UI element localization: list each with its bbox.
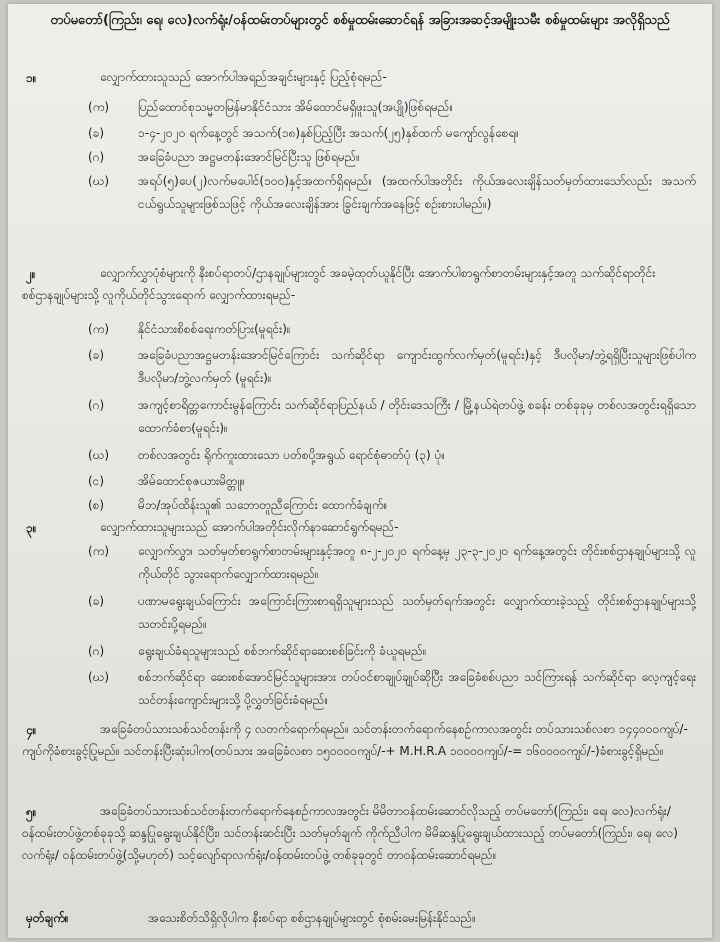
- item-text: စစ်ဘက်ဆိုင်ရာ ဆေးစစ်အောင်မြင်သူများအား တပ်ဝင်စာချုပ်ချုပ်ဆိုပြီး အခြေခံစစ်ပညာ သင်ကြားရန် သက်ဆိုင်ရာ လေ့ကျင့်ရေးသင်တန်းကျောင်းများသို့ ပို့လွှတ်ခြင်းခံရမည်။: [138, 670, 696, 707]
- item-text: နိုင်ငံသားစိစစ်ရေးကတ်ပြား(မူရင်း)။: [138, 322, 291, 336]
- document-title: တပ်မတော်(ကြည်း၊ ရေ၊ လေ)လက်ရုံး/ဝန်ထမ်းတပ်များတွင် စစ်မှုထမ်းဆောင်ရန် အခြားအဆင့်အမျိုးသမီး စစ်မှုထမ်းများ အလိုရှိသည်: [50, 13, 670, 28]
- item-label: (က): [88, 544, 110, 558]
- notice-document: [8, 4, 712, 938]
- note-text: အသေးစိတ်သိရှိလိုပါက နီးစပ်ရာ စစ်ဌာနချုပ်များတွင် စုံစမ်းမေးမြန်းနိုင်သည်။: [148, 911, 476, 925]
- item-text: ပြည်ထောင်စုသမ္မတမြန်မာနိုင်ငံသား အိမ်ထောင်မရှိဖူးသူ(အပျို)ဖြစ်ရမည်။: [138, 100, 454, 114]
- item-text: အကျင့်စာရိတ္တကောင်းမွန်ကြောင်း သက်ဆိုင်ရာပြည်နယ် / တိုင်းဒေသကြီး / မြို့နယ်ရဲတပ်ဖွဲ့ စခန်း တစ်ခုခုမှ တစ်လအတွင်းရရှိသော ထောက်ခံစာ(မူရင်း)။: [138, 398, 696, 435]
- item-label: (ဂ): [88, 398, 105, 412]
- item-text: အခြေခံပညာ အဋ္ဌမတန်းအောင်မြင်ပြီးသူ ဖြစ်ရမည်။: [138, 150, 360, 164]
- item-text: တစ်လအတွင်း ရိုက်ကူးထားသော ပတ်စပို့အရွယ် ရောင်စုံဓာတ်ပုံ (၃) ပုံ။: [138, 448, 445, 462]
- item-label: (ဃ): [88, 448, 110, 462]
- item-text: လျှောက်လွှာ၊ သတ်မှတ်စာရွက်စာတမ်းများနှင့်အတူ ၈-၂-၂၀၂၀ ရက်နေ့မှ ၂၃-၃-၂၀၂၀ ရက်နေ့အတွင်း တိုင်းစစ်ဌာနချုပ်များသို့ လူကိုယ်တိုင် သွားရောက်လျှောက်ထားရမည်။: [138, 544, 696, 581]
- item-label: (စ): [88, 498, 105, 512]
- item-label: (ဃ): [88, 670, 110, 684]
- section-number: ၁။: [26, 71, 37, 85]
- section-number: ၅။: [26, 805, 37, 819]
- item-label: (ဃ): [88, 174, 110, 188]
- item-text: ၁-၄-၂၀၂၀ ရက်နေ့တွင် အသက်(၁၈)နှစ်ပြည့်ပြီး အသက်(၂၅)နှစ်ထက် မကျော်လွန်စေရ။: [138, 126, 519, 140]
- item-label: (ဂ): [88, 150, 105, 164]
- section-lead: အခြေခံတပ်သားသစ်သင်တန်းကို ၄ လတက်ရောက်ရမည်။ သင်တန်းတက်ရောက်နေစဉ်ကာလအတွင်း တပ်သားသစ်လစာ ၁၄၄၀၀၀ကျပ်/-ကျပ်ကိုခံစားခွင့်ပြုမည်။ သင်တန်းပြီးဆုံးပါက(တပ်သား အခြေခံလစာ ၁၅၀၀၀၀ကျပ်/-+ M.H.R.A ၁၀၀၀၀ကျပ်/-= ၁၆၀၀၀၀ကျပ်/-)ခံစားခွင့်ရှိမည်။: [22, 722, 688, 758]
- item-label: (ဂ): [88, 644, 105, 658]
- item-label: (က): [88, 100, 110, 114]
- section-number: ၃။: [26, 521, 37, 535]
- item-text: အရပ်(၅)ပေ(၂)လက်မပေါင်(၁၀၀)နှင့်အထက်ရှိရမည်။ (အထက်ပါအတိုင်း ကိုယ်အလေးချိန်သတ်မှတ်ထားသော်လည်း အသက်ငယ်ရွယ်သူများဖြစ်သဖြင့် ကိုယ်အလေးချိန်အား ခြွင်းချက်အနေဖြင့် စဉ်းစားပါမည်။): [138, 174, 696, 211]
- item-text: အိမ်ထောင်စုဇယားမိတ္တူ။: [138, 474, 245, 488]
- section-lead: လျှောက်ထားသူများသည် အောက်ပါအတိုင်းလိုက်နာဆောင်ရွက်ရမည်-: [100, 520, 399, 534]
- item-text: ရွေးချယ်ခံရသူများသည် စစ်ဘက်ဆိုင်ရာဆေးစစ်ခြင်းကို ခံယူရမည်။: [138, 644, 427, 658]
- item-text: ပဏာမရွေးချယ်ကြောင်း အကြောင်းကြားစာရရှိသူများသည် သတ်မှတ်ရက်အတွင်း လျှောက်ထားခဲ့သည့် တိုင်းစစ်ဌာနချုပ်များသို့ သတင်းပို့ရမည်။: [138, 594, 696, 631]
- item-label: (ခ): [88, 126, 105, 140]
- item-label: (က): [88, 322, 110, 336]
- item-text: အခြေခံပညာအဋ္ဌမတန်းအောင်မြင်ကြောင်း သက်ဆိုင်ရာ ကျောင်းထွက်လက်မှတ်(မူရင်း)နှင့် ဒီပလိုမာ/ဘွဲ့ရရှိပြီးသူများဖြစ်ပါက ဒီပလိုမာ/ဘွဲ့လက်မှတ် (မူရင်း)။: [138, 348, 696, 385]
- note-label: မှတ်ချက်။: [26, 911, 69, 925]
- item-label: (ခ): [88, 348, 105, 362]
- section-lead: လျှောက်လွှာပုံစံများကို နီးစပ်ရာတပ်/ဌာနချုပ်များတွင် အခမဲ့ထုတ်ယူနိုင်ပြီး အောက်ပါစာရွက်စာတမ်းများနှင့်အတူ သက်ဆိုင်ရာတိုင်းစစ်ဌာနချုပ်များသို့ လူကိုယ်တိုင်သွားရောက် လျှောက်ထားရမည်-: [22, 266, 656, 302]
- item-text: မိဘ/အုပ်ထိန်းသူ၏ သဘောတူညီကြောင်း ထောက်ခံချက်။: [138, 498, 388, 512]
- item-label: (င): [88, 474, 105, 488]
- section-number: ၄။: [26, 723, 37, 737]
- section-lead: လျှောက်ထားသူသည် အောက်ပါအရည်အချင်းများနှင့် ပြည့်စုံရမည်-: [100, 70, 387, 84]
- section-number: ၂။: [26, 267, 36, 281]
- item-label: (ခ): [88, 594, 105, 608]
- section-lead: အခြေခံတပ်သားသစ်သင်တန်းတက်ရောက်နေစဉ်ကာလအတွင်း မိမိတာဝန်ထမ်းဆောင်လိုသည့် တပ်မတော်(ကြည်း၊ ရေ၊ လေ)လက်ရုံး/ဝန်ထမ်းတပ်ဖွဲ့တစ်ခုခုသို့ ဆန္ဒပြုရွေးချယ်နိုင်ပြီး၊ သင်တန်းဆင်းပြီး သတ်မှတ်ချက် ကိုက်ညီပါက မိမိဆန္ဒပြုရွေးချယ်ထားသည့် တပ်မတော်(ကြည်း၊ ရေ၊ လေ) လက်ရုံး/ ဝန်ထမ်းတပ်ဖွဲ့(သို့မဟုတ်) သင့်လျော်ရာလက်ရုံး/ဝန်ထမ်းတပ်ဖွဲ့ တစ်ခုခုတွင် တာဝန်ထမ်းဆောင်ရမည်။: [22, 804, 678, 862]
